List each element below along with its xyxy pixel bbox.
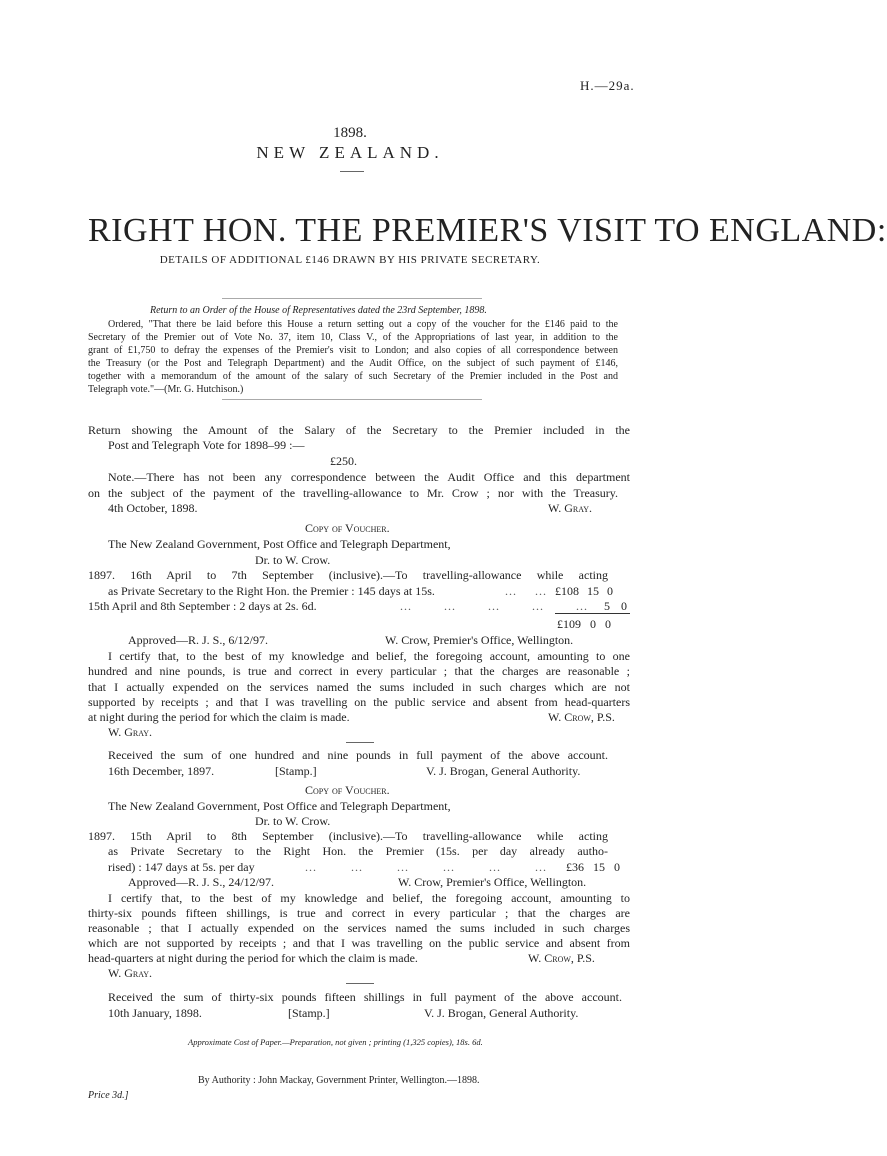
stamp-mark: [Stamp.] [288, 1006, 330, 1020]
subtitle: DETAILS OF ADDITIONAL £146 DRAWN BY HIS PRIVATE SECRETARY. [159, 254, 541, 266]
approved-by: W. Crow, Premier's Office, Wellington. [398, 875, 587, 889]
certificate-line: I certify that, to the best of my knowledge and belief, the foregoing account, amounting to one [108, 649, 630, 663]
note-line: on the subject of the payment of the travelling-allowance to Mr. Crow ; nor with the Treasury. [88, 486, 618, 500]
certificate-line: supported by receipts ; and that I was travelling on the public service and absent from head-quarters [88, 695, 630, 709]
leader-dots: ... ... ... ... ... ... [305, 860, 547, 874]
price: Price 3d.] [88, 1090, 129, 1101]
country-heading: NEW ZEALAND. [256, 143, 444, 162]
approved-line: Approved—R. J. S., 6/12/97. [128, 633, 269, 647]
voucher-addressee: The New Zealand Government, Post Office and Telegraph Department, [108, 799, 451, 813]
certificate-line: reasonable ; that I actually expended on the services named the sums included in such charges [88, 921, 630, 935]
salary-amount: £250. [330, 454, 357, 468]
printer-authority: By Authority : John Mackay, Government Printer, Wellington.—1898. [198, 1075, 480, 1086]
voucher-debtor: Dr. to W. Crow. [255, 553, 331, 567]
document-year: 1898. [333, 125, 367, 141]
cost-of-paper: Approximate Cost of Paper.—Preparation, not given ; printing (1,325 copies), 18s. 6d. [188, 1037, 483, 1047]
authority-line: V. J. Brogan, General Authority. [426, 764, 581, 778]
voucher-debtor: Dr. to W. Crow. [255, 814, 331, 828]
certificate-line: that I actually expended on the services named the sums included in such charges which are not [88, 680, 630, 694]
section-divider [346, 742, 374, 743]
received-line: Received the sum of one hundred and nine pounds in full payment of the above account. [108, 748, 608, 762]
note-signature: W. Gray. [548, 501, 593, 515]
item-amount: £108 15 0 [555, 584, 613, 598]
certificate-line: head-quarters at night during the period for which the claim is made. [88, 951, 418, 965]
voucher-item: rised) : 147 days at 5s. per day [108, 860, 255, 874]
certificate-gray: W. Gray. [108, 725, 153, 739]
voucher-item: 15th April and 8th September : 2 days at 2s. 6d. [88, 599, 317, 613]
certificate-signature: W. Crow, P.S. [548, 710, 615, 724]
leader-dots: ... [535, 584, 547, 598]
certificate-line: which are not supported by receipts ; and that I was travelling on the public service and absent from [88, 936, 630, 950]
voucher-heading: Copy of Voucher. [305, 783, 390, 797]
item-amount: £36 15 0 [566, 860, 620, 874]
order-return-line: Return to an Order of the House of Representatives dated the 23rd September, 1898. [150, 305, 487, 316]
note-line: Note.—There has not been any correspondence between the Audit Office and this department [108, 470, 630, 484]
approved-line: Approved—R. J. S., 24/12/97. [128, 875, 275, 889]
received-line: Received the sum of thirty-six pounds fifteen shillings in full payment of the above account. [108, 990, 622, 1004]
certificate-line: hundred and nine pounds, is true and correct in every particular ; that the charges are reasonable ; [88, 664, 630, 678]
total-rule [555, 613, 630, 614]
order-line: Secretary of the Premier out of Vote No. 37, item 10, Class V., of the Appropriations of last year, in addition to the [88, 332, 618, 343]
stamp-mark: [Stamp.] [275, 764, 317, 778]
voucher-item: as Private Secretary to the Right Hon. the Premier : 145 days at 15s. [108, 584, 435, 598]
voucher-addressee: The New Zealand Government, Post Office and Telegraph Department, [108, 537, 451, 551]
voucher-item: 1897. 15th April to 8th September (inclusive).—To travelling-allowance while acting [88, 829, 608, 843]
certificate-line: at night during the period for which the claim is made. [88, 710, 350, 724]
order-line: together with a memorandum of the amount of the salary of such Secretary of the Premier included in the Post and [88, 371, 618, 382]
leader-dots: ... [505, 584, 517, 598]
title-divider [340, 171, 364, 172]
note-date: 4th October, 1898. [108, 501, 198, 515]
order-line: the Treasury (or the Post and Telegraph Department) and the Audit Office, on the subject of such payment of £146, [88, 358, 618, 369]
order-bottom-rule [222, 399, 482, 400]
certificate-signature: W. Crow, P.S. [528, 951, 595, 965]
order-top-rule [222, 298, 482, 299]
certificate-gray: W. Gray. [108, 966, 153, 980]
section-divider [346, 983, 374, 984]
received-date: 10th January, 1898. [108, 1006, 202, 1020]
order-line: grant of £1,750 to defray the expenses of the Premier's visit to London; and also copies of all correspondence between [88, 345, 618, 356]
return-heading-line: Post and Telegraph Vote for 1898–99 :— [108, 438, 305, 452]
voucher-heading: Copy of Voucher. [305, 521, 390, 535]
certificate-line: thirty-six pounds fifteen shillings, is true and correct in every particular ; that the charges are [88, 906, 630, 920]
order-line: Ordered, "That there be laid before this House a return setting out a copy of the voucher for the £146 paid to the [108, 319, 618, 330]
approved-by: W. Crow, Premier's Office, Wellington. [385, 633, 574, 647]
leader-dots: ... ... ... ... ... [400, 599, 588, 613]
voucher-total: £109 0 0 [557, 617, 611, 631]
voucher-item: 1897. 16th April to 7th September (inclusive).—To travelling-allowance while acting [88, 568, 608, 582]
voucher-item: as Private Secretary to the Right Hon. the Premier (15s. per day already autho- [108, 844, 608, 858]
main-title: RIGHT HON. THE PREMIER'S VISIT TO ENGLAND: [88, 212, 887, 249]
received-date: 16th December, 1897. [108, 764, 215, 778]
document-reference: H.—29a. [580, 78, 635, 93]
item-amount: 5 0 [604, 599, 627, 613]
order-line: Telegraph vote."—(Mr. G. Hutchison.) [88, 384, 244, 395]
certificate-line: I certify that, to the best of my knowledge and belief, the foregoing account, amounting to [108, 891, 630, 905]
authority-line: V. J. Brogan, General Authority. [424, 1006, 579, 1020]
return-heading-line: Return showing the Amount of the Salary of the Secretary to the Premier included in the [88, 423, 630, 437]
